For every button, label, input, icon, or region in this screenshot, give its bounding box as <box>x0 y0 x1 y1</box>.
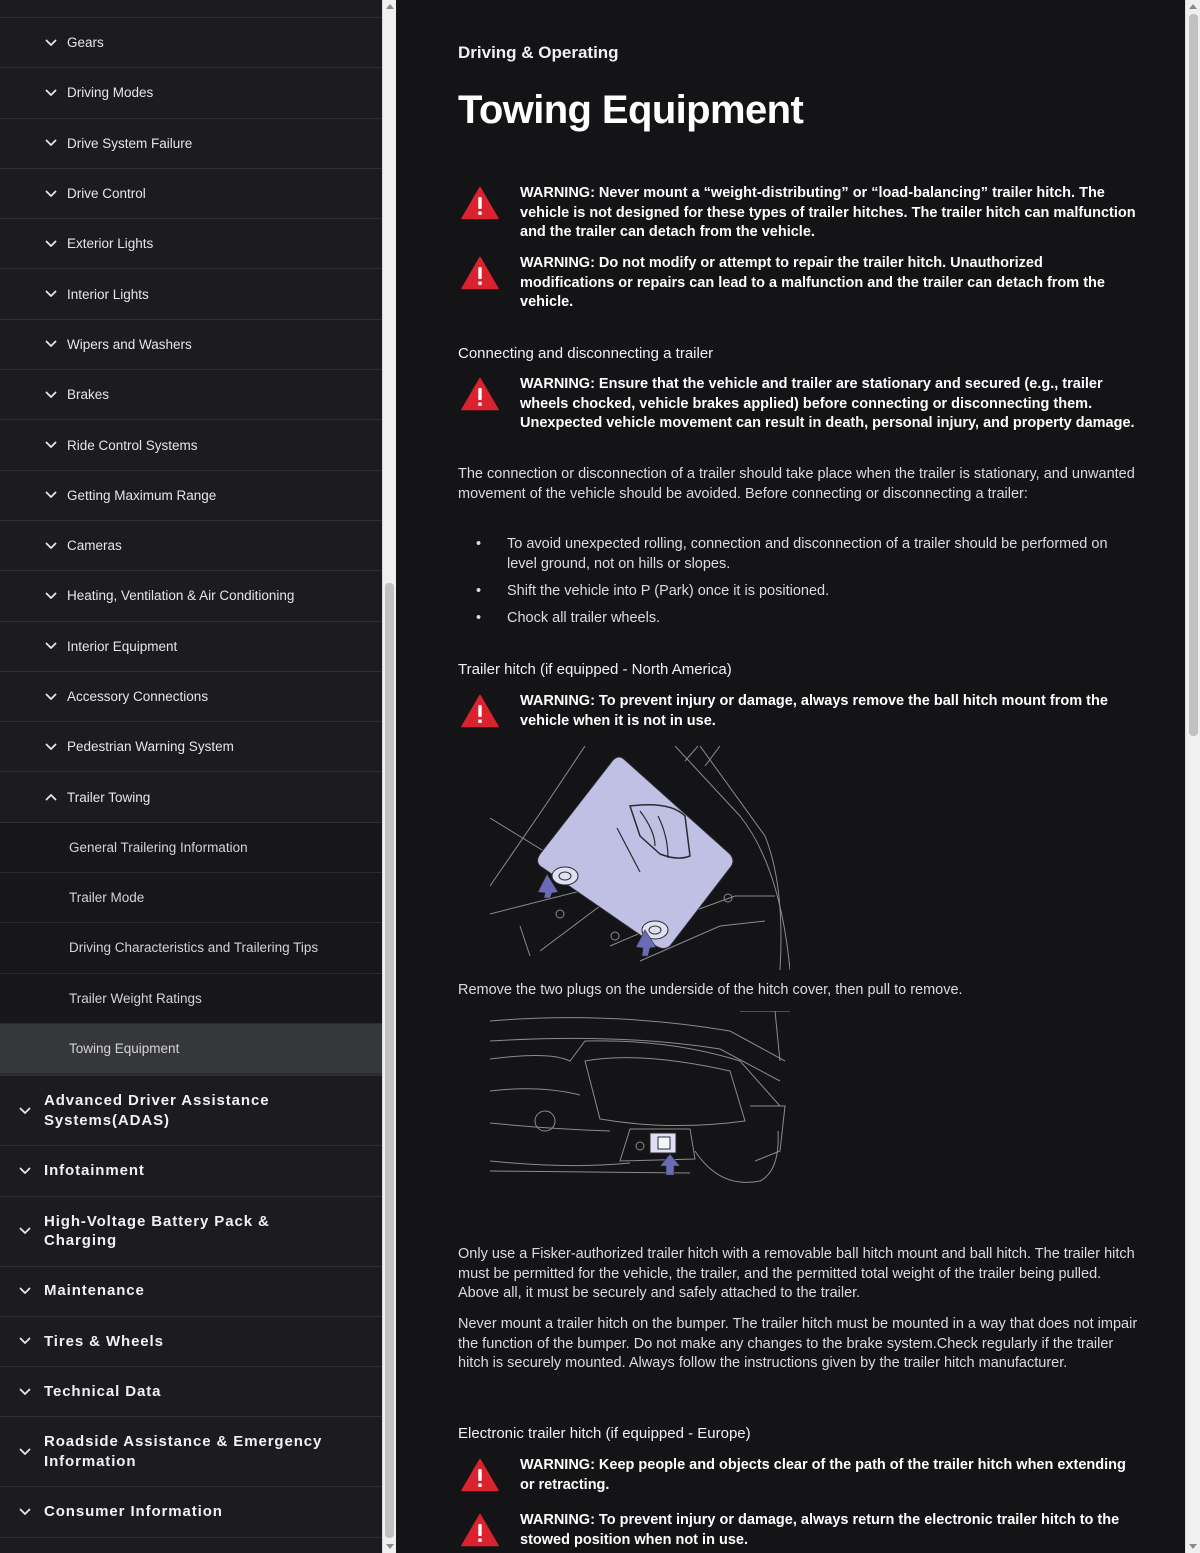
sidebar-item-label: Gears <box>67 35 104 51</box>
chevron-down-icon <box>18 1224 32 1238</box>
trailer-towing-children <box>0 823 382 1074</box>
sidebar-item-infotainment[interactable] <box>0 1146 382 1196</box>
sidebar-item-ride-control-systems[interactable] <box>0 420 382 470</box>
section-heading-hitch-eu: Electronic trailer hitch (if equipped - Europe) <box>458 1425 751 1442</box>
chevron-down-icon <box>18 1104 32 1118</box>
sidebar-item-getting-maximum-range[interactable] <box>0 471 382 521</box>
sub-item-list <box>0 18 382 823</box>
sidebar-item-consumer-information[interactable] <box>0 1487 382 1537</box>
warning-text: WARNING: Ensure that the vehicle and trailer are stationary and secured (e.g., trailer wheels chocked, vehicle brakes applied) before connecting or disconnecting them. Unexpected vehicle movement can result in death, personal injury, and property damage. <box>520 376 1135 431</box>
sidebar-item-label: Maintenance <box>44 1282 145 1300</box>
scroll-up-arrow-icon[interactable] <box>386 4 394 9</box>
sidebar-item-adas[interactable] <box>0 1076 382 1146</box>
sidebar-item-label: Interior Equipment <box>67 638 178 654</box>
warning-triangle-icon <box>458 184 520 243</box>
list-item-text: Chock all trailer wheels. <box>507 609 661 626</box>
sidebar-item-cameras[interactable] <box>0 521 382 571</box>
sidebar-item-drive-system-failure[interactable] <box>0 119 382 169</box>
chevron-down-icon <box>18 1385 32 1399</box>
bullet-dot: • <box>476 536 482 552</box>
main-scrollbar-thumb[interactable] <box>1189 14 1198 736</box>
sidebar-item-label: Drive Control <box>67 186 146 202</box>
sidebar-top-strip <box>0 0 382 18</box>
bullet-list <box>474 535 1114 636</box>
sidebar-item-driving-characteristics[interactable]: Driving Characteristics and Trailering Tips <box>0 923 382 973</box>
sidebar-item-label: Interior Lights <box>67 286 149 302</box>
chevron-down-icon <box>18 1334 32 1348</box>
warning-triangle-icon <box>458 375 520 434</box>
sidebar-item-label: Advanced Driver Assistance Systems(ADAS) <box>44 1092 270 1129</box>
sidebar-scrollbar-thumb[interactable] <box>385 583 394 1538</box>
hitch-cover-illustration <box>490 746 790 975</box>
chevron-down-icon <box>44 539 58 553</box>
list-item <box>474 582 1114 602</box>
chevron-up-icon <box>44 790 58 804</box>
warning-text: WARNING: To prevent injury or damage, always return the electronic trailer hitch to the stowed position when not in use. <box>520 1512 1120 1548</box>
warning-triangle-icon <box>458 1511 520 1552</box>
chevron-down-icon <box>18 1164 32 1178</box>
sidebar-item-interior-equipment[interactable] <box>0 622 382 672</box>
breadcrumb[interactable]: Driving & Operating <box>458 43 619 62</box>
sidebar-item-label: Heating, Ventilation & Air Conditioning <box>67 588 295 604</box>
chevron-down-icon <box>44 287 58 301</box>
chevron-down-icon <box>18 1445 32 1459</box>
sidebar-item-label: Cameras <box>67 538 122 554</box>
sidebar-item-label: Consumer Information <box>44 1503 223 1521</box>
chevron-down-icon <box>44 36 58 50</box>
main-content <box>396 0 1185 1553</box>
sidebar-nav <box>0 0 382 1553</box>
warning-block <box>458 184 1138 243</box>
sidebar-scrollbar[interactable] <box>382 0 396 1553</box>
sidebar-item-label: Technical Data <box>44 1383 162 1401</box>
list-item-text: To avoid unexpected rolling, connection and disconnection of a trailer should be performed on level ground, not on hills or slopes. <box>507 536 1108 572</box>
sidebar-item-hvac[interactable] <box>0 571 382 621</box>
sidebar-item-exterior-lights[interactable] <box>0 219 382 269</box>
sidebar-item-general-trailering-information[interactable]: General Trailering Information <box>0 823 382 873</box>
section-heading-hitch-na: Trailer hitch (if equipped - North America) <box>458 661 732 678</box>
sidebar-item-trailer-mode[interactable]: Trailer Mode <box>0 873 382 923</box>
sidebar-item-label: Tires & Wheels <box>44 1332 164 1350</box>
top-level-list <box>0 1074 382 1537</box>
chevron-down-icon <box>18 1284 32 1298</box>
sidebar-item-interior-lights[interactable] <box>0 269 382 319</box>
main-scrollbar[interactable] <box>1185 0 1200 1553</box>
sidebar-item-trailer-towing[interactable] <box>0 772 382 822</box>
chevron-down-icon <box>44 237 58 251</box>
warning-triangle-icon <box>458 1456 520 1497</box>
sidebar-item-label: Driving Modes <box>67 85 154 101</box>
chevron-down-icon <box>44 337 58 351</box>
warning-text: WARNING: Never mount a “weight-distributing” or “load-balancing” trailer hitch. The vehicle is not designed for these types of trailer hitches. The trailer hitch can malfunction and the trailer can detach from the vehicle. <box>520 185 1136 240</box>
sidebar-item-trailer-weight-ratings[interactable]: Trailer Weight Ratings <box>0 974 382 1024</box>
warning-block <box>458 254 1138 313</box>
scroll-down-arrow-icon[interactable] <box>386 1544 394 1549</box>
sidebar-item-technical-data[interactable] <box>0 1367 382 1417</box>
sidebar-item-brakes[interactable] <box>0 370 382 420</box>
sidebar-item-maintenance[interactable] <box>0 1267 382 1317</box>
section-heading-connecting: Connecting and disconnecting a trailer <box>458 345 714 362</box>
sidebar-item-label: Drive System Failure <box>67 135 193 151</box>
sidebar-item-gears[interactable] <box>0 18 382 68</box>
bullet-dot: • <box>476 582 482 599</box>
chevron-down-icon <box>44 388 58 402</box>
sidebar-item-wipers-and-washers[interactable] <box>0 320 382 370</box>
sidebar-item-towing-equipment[interactable]: Towing Equipment <box>0 1024 382 1074</box>
sidebar-item-pedestrian-warning-system[interactable] <box>0 722 382 772</box>
sidebar-item-label: Getting Maximum Range <box>67 487 217 503</box>
rear-bumper-illustration <box>490 1011 790 1198</box>
warning-block <box>458 1456 1138 1497</box>
sidebar-item-label: Exterior Lights <box>67 236 154 252</box>
chevron-down-icon <box>18 1505 32 1519</box>
warning-triangle-icon <box>458 254 520 313</box>
sidebar-item-hv-battery[interactable] <box>0 1197 382 1267</box>
chevron-down-icon <box>44 438 58 452</box>
chevron-down-icon <box>44 690 58 704</box>
warning-block <box>458 375 1138 434</box>
chevron-down-icon <box>44 187 58 201</box>
sidebar-item-label: Roadside Assistance & Emergency Information <box>44 1433 323 1470</box>
sidebar-item-label: Pedestrian Warning System <box>67 739 234 755</box>
warning-text: WARNING: To prevent injury or damage, always remove the ball hitch mount from the vehicle when it is not in use. <box>520 693 1108 729</box>
sidebar-item-roadside-assistance[interactable] <box>0 1417 382 1487</box>
sidebar-item-driving-modes[interactable] <box>0 68 382 118</box>
paragraph-authorized-hitch: Only use a Fisker-authorized trailer hitch with a removable ball hitch mount and ball hitch. The trailer hitch must be permitted for the vehicle, the trailer, and the permitted total weight of the trailer being pulled. Above all, it must be securely and safely attached to the trailer. <box>458 1246 1135 1301</box>
list-item <box>474 535 1114 574</box>
list-item <box>474 609 1114 629</box>
sidebar-item-label: Brakes <box>67 387 110 403</box>
chevron-down-icon <box>44 136 58 150</box>
sidebar-item-drive-control[interactable] <box>0 169 382 219</box>
warning-block <box>458 692 1138 733</box>
page-title: Towing Equipment <box>458 88 804 132</box>
chevron-down-icon <box>44 740 58 754</box>
sidebar-item-label: Infotainment <box>44 1162 145 1180</box>
chevron-down-icon <box>44 639 58 653</box>
sidebar-item-label: Trailer Towing <box>67 789 151 805</box>
sidebar-item-tires-wheels[interactable] <box>0 1317 382 1367</box>
warning-block <box>458 1511 1138 1552</box>
scroll-up-arrow-icon[interactable] <box>1189 4 1197 9</box>
chevron-down-icon <box>44 589 58 603</box>
sidebar-item-label: High-Voltage Battery Pack & Charging <box>44 1212 270 1250</box>
sidebar-item-label: Ride Control Systems <box>67 437 198 453</box>
sidebar-item-label: Accessory Connections <box>67 689 209 704</box>
bullet-dot: • <box>476 609 482 626</box>
warning-text: WARNING: Do not modify or attempt to repair the trailer hitch. Unauthorized modifications or repairs can lead to a malfunction and the trailer can detach from the vehicle. <box>520 255 1105 310</box>
warning-text: WARNING: Keep people and objects clear of the path of the trailer hitch when extending or retracting. <box>520 1457 1126 1493</box>
list-item-text: Shift the vehicle into P (Park) once it is positioned. <box>507 582 830 599</box>
scroll-down-arrow-icon[interactable] <box>1189 1544 1197 1549</box>
paragraph-connecting-intro: The connection or disconnection of a trailer should take place when the trailer is stationary, and unwanted movement of the vehicle should be avoided. Before connecting or disconnecting a trailer: <box>458 466 1135 502</box>
chevron-down-icon <box>44 86 58 100</box>
paragraph-bumper-note: Never mount a trailer hitch on the bumper. The trailer hitch must be mounted in a way that does not impair the function of the bumper. Do not make any changes to the brake system.Check regularly if the trailer hitch is securely mounted. Always follow the instructions given by the trailer hitch manufacturer. <box>458 1316 1138 1371</box>
sidebar-item-accessory-connections[interactable] <box>0 672 382 722</box>
figure-caption: Remove the two plugs on the underside of the hitch cover, then pull to remove. <box>458 982 963 998</box>
warning-triangle-icon <box>458 692 520 733</box>
sidebar-item-label: Wipers and Washers <box>67 336 192 352</box>
chevron-down-icon <box>44 488 58 502</box>
